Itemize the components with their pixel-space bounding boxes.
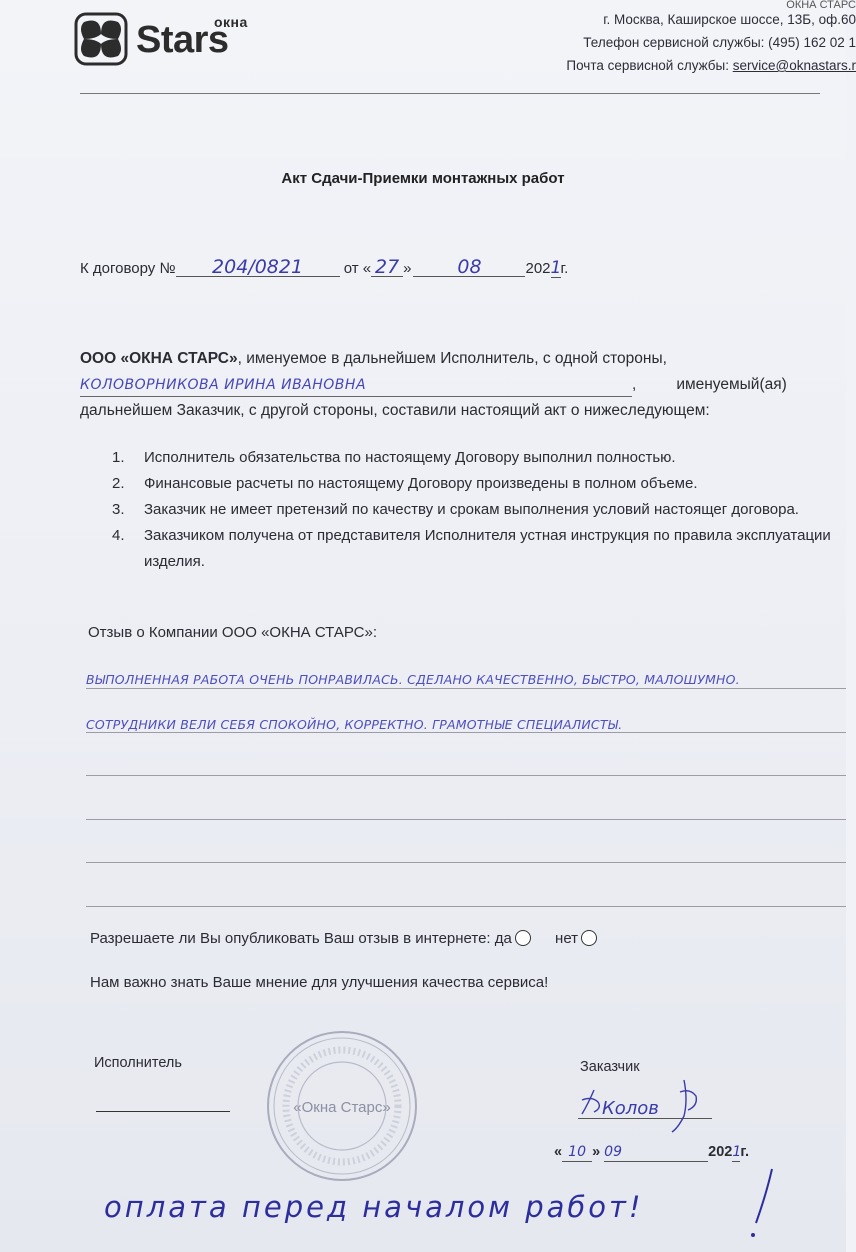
review-text-line-2[interactable]: СОТРУДНИКИ ВЕЛИ СЕБЯ СПОКОЙНО, КОРРЕКТНО. ГРАМОТНЫЕ СПЕЦИАЛИСТЫ. [86, 717, 623, 732]
list-item [112, 445, 852, 471]
email-label: Почта сервисной службы: [566, 58, 733, 73]
terms-list [112, 445, 852, 575]
publish-no-radio[interactable] [581, 930, 597, 946]
contract-number-field[interactable]: 204/0821 [176, 258, 340, 277]
publish-question [90, 930, 597, 947]
publish-yes-radio[interactable] [515, 930, 531, 946]
sign-date-close: » [592, 1144, 601, 1160]
customer-signature-text: Колов [602, 1098, 659, 1119]
handwritten-payment-note: оплата перед началом работ! [104, 1190, 644, 1224]
review-label: Отзыв о Компании ООО «ОКНА СТАРС»: [88, 624, 378, 641]
email-link[interactable]: service@oknastars.r [732, 58, 856, 73]
company-name: ООО «ОКНА СТАРС» [80, 350, 238, 367]
contract-month-field[interactable]: 08 [413, 258, 525, 277]
intro-text-1: , именуемое в дальнейшем Исполнитель, с одной стороны, [237, 350, 667, 367]
list-item-number: 4. [112, 527, 125, 544]
contract-prefix: К договору № [80, 260, 176, 277]
contract-year-suffix: г. [560, 260, 569, 277]
intro-text-3: дальнейшем Заказчик, с другой стороны, составили настоящий акт о нижеследующем: [80, 402, 710, 419]
review-rule-4 [86, 819, 846, 820]
opinion-note: Нам важно знать Ваше мнение для улучшения качества сервиса! [90, 974, 549, 991]
document-title: Акт Сдачи-Приемки монтажных работ [281, 170, 565, 187]
intro-called: именуемый(ая) [676, 376, 787, 393]
intro-paragraph [80, 346, 840, 424]
customer-name-field[interactable]: КОЛОВОРНИКОВА ИРИНА ИВАНОВНА [80, 374, 632, 397]
publish-question-text: Разрешаете ли Вы опубликовать Ваш отзыв в интернете: да [90, 930, 512, 947]
contract-from: от « [343, 260, 372, 277]
sign-year-prefix: 202 [708, 1144, 733, 1160]
review-rule-3 [86, 775, 846, 776]
sign-year-suffix: г. [740, 1144, 749, 1160]
list-item-number: 1. [112, 449, 125, 466]
exclamation-stroke-icon [740, 1165, 780, 1245]
contract-close-quote: » [403, 260, 412, 277]
publish-no-label: нет [555, 930, 579, 947]
review-rule-2 [86, 732, 846, 733]
list-item-text: Заказчиком получена от представителя Исполнителя устная инструкция по правила эксплуатации изделия. [144, 527, 831, 570]
sign-month-field[interactable]: 09 [604, 1143, 708, 1162]
company-name-clipped: ОКНА СТАРС [786, 0, 856, 11]
logo-big-text: Stars [136, 19, 229, 61]
executor-signature-line[interactable] [96, 1111, 230, 1112]
address-line: г. Москва, Каширское шоссе, 13Б, оф.60 [603, 12, 856, 27]
contract-line [80, 258, 568, 278]
intro-row-1 [80, 346, 836, 372]
logo-small-text: окна [214, 14, 248, 30]
sign-day-field[interactable]: 10 [562, 1143, 592, 1162]
customer-signature-icon[interactable] [572, 1070, 722, 1140]
review-rule-6 [86, 906, 846, 907]
customer-label: Заказчик [580, 1059, 640, 1075]
contract-day-field[interactable]: 27 [371, 258, 403, 277]
sign-date-open: « [554, 1144, 563, 1160]
review-rule-5 [86, 862, 846, 863]
sign-year-digit[interactable]: 1 [732, 1144, 742, 1160]
list-item-number: 3. [112, 501, 125, 518]
contract-year-prefix: 202 [525, 260, 551, 277]
list-item [112, 471, 852, 497]
intro-row-2 [80, 372, 840, 398]
review-rule-1 [86, 688, 846, 689]
list-item-number: 2. [112, 475, 125, 492]
list-item-text: Исполнитель обязательства по настоящему Договору выполнил полностью. [144, 449, 676, 466]
header-divider [80, 93, 820, 94]
list-item-text: Заказчик не имеет претензий по качеству и срокам выполнения условий настоящег договора. [144, 501, 799, 518]
email-line [566, 54, 856, 77]
list-item [112, 523, 852, 575]
okna-stars-logo-icon [74, 12, 128, 66]
company-stamp-icon [262, 1026, 422, 1186]
contract-year-digit[interactable]: 1 [550, 258, 562, 278]
review-text-line-1[interactable]: ВЫПОЛНЕННАЯ РАБОТА ОЧЕНЬ ПОНРАВИЛАСЬ. СДЕЛАНО КАЧЕСТВЕННО, БЫСТРО, МАЛОШУМНО. [86, 672, 740, 687]
executor-label: Исполнитель [94, 1055, 182, 1071]
stamp-text: «Окна Старс» [293, 1099, 391, 1116]
signature-date [554, 1143, 749, 1162]
list-item-text: Финансовые расчеты по настоящему Договору произведены в полном объеме. [144, 475, 698, 492]
intro-comma: , [632, 376, 637, 393]
list-item [112, 497, 852, 523]
contact-block [566, 0, 856, 77]
phone-line: Телефон сервисной службы: (495) 162 02 1 [583, 35, 856, 50]
